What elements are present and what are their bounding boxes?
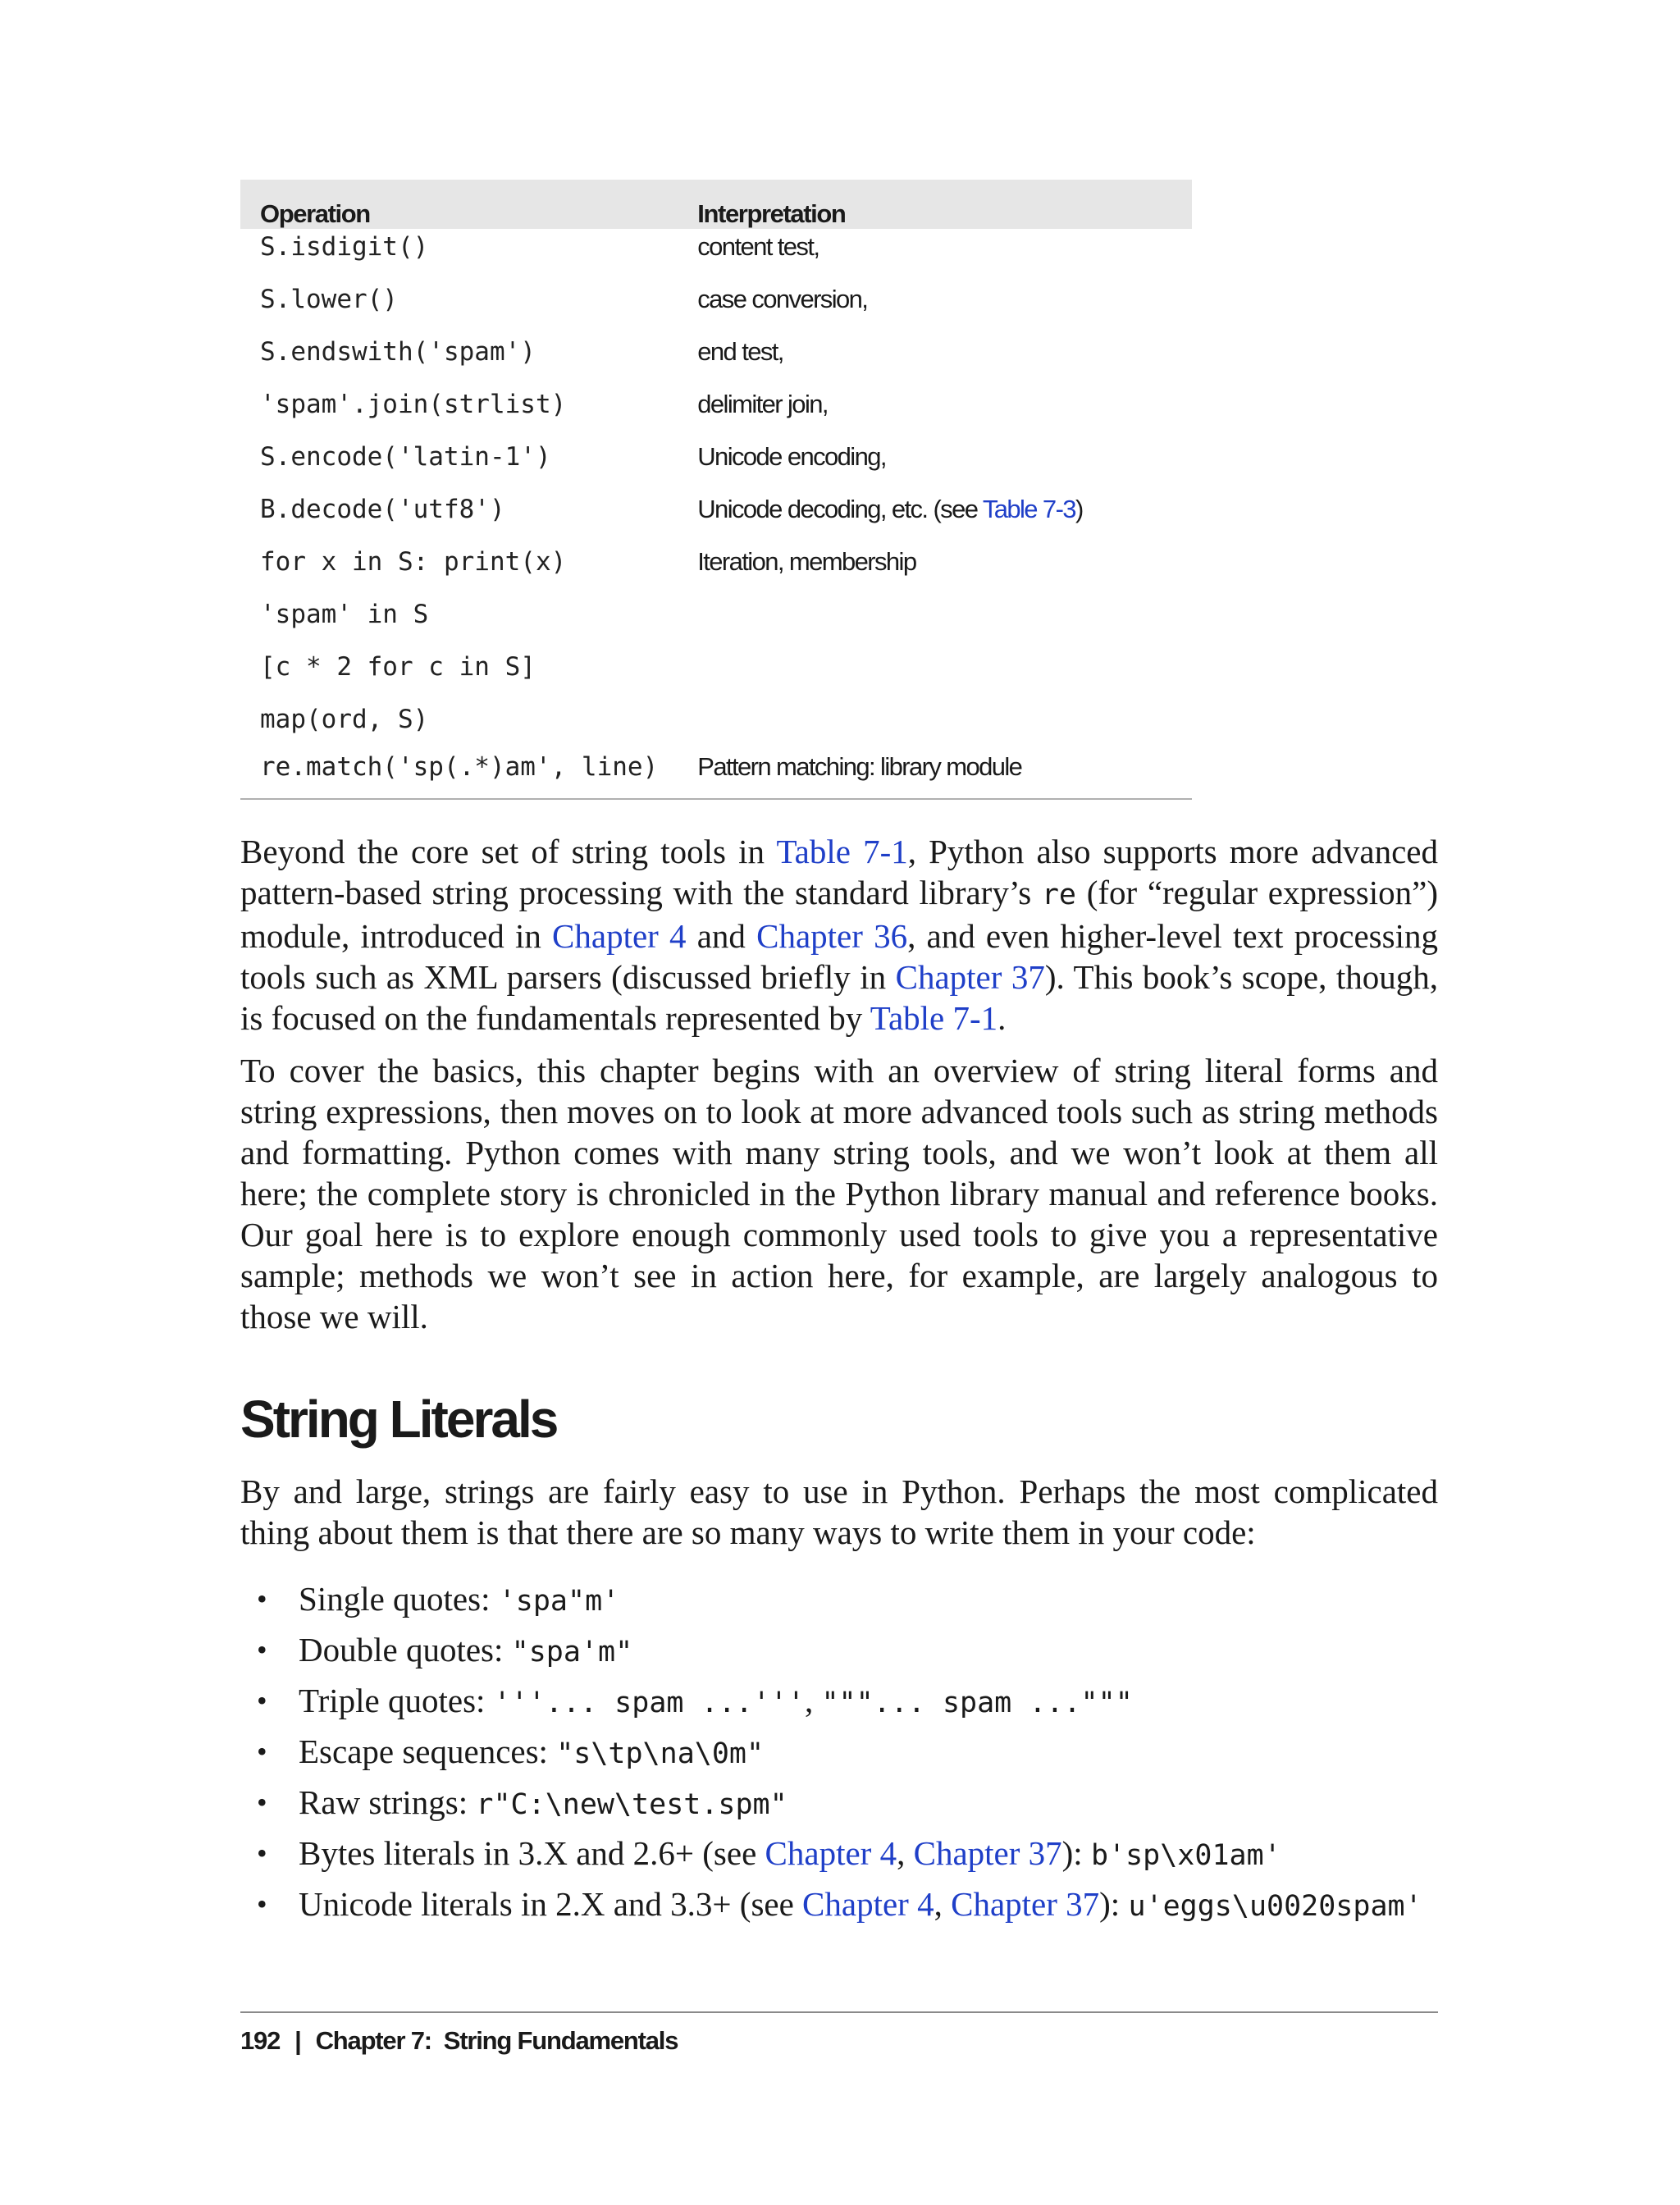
list-item-label: Single quotes: <box>299 1580 499 1618</box>
literal-code: '''... spam ...''' <box>493 1687 805 1719</box>
literal-code: u'eggs\u0020spam' <box>1128 1890 1422 1923</box>
literal-code: r"C:\new\test.spm" <box>476 1788 788 1821</box>
operation-cell: [c * 2 for c in S] <box>260 652 536 682</box>
header-operation: Operation <box>240 180 678 229</box>
table-row <box>240 641 1192 693</box>
list-item-separator: , <box>934 1885 952 1923</box>
operation-cell: S.encode('latin-1') <box>260 442 551 472</box>
bullet-icon: • <box>257 1888 267 1920</box>
footer-chapter-title: Chapter 7: String Fundamentals <box>315 2026 678 2055</box>
re-module-code: re <box>1041 879 1077 911</box>
bullet-icon: • <box>257 1837 267 1869</box>
interpretation-cell <box>678 693 1192 746</box>
chapter-37-link[interactable]: Chapter 37 <box>951 1885 1100 1923</box>
table-row <box>240 326 1192 378</box>
chapter-4-link[interactable]: Chapter 4 <box>765 1834 897 1872</box>
paragraph-text: , Python also supports more advanced pattern-based string processing with the standard library’s <box>240 833 1438 911</box>
interpretation-cell <box>678 641 1192 693</box>
list-item <box>240 1573 1422 1624</box>
list-item <box>240 1726 1422 1777</box>
literal-code: "s\tp\na\0m" <box>556 1737 765 1770</box>
bullet-icon: • <box>257 1633 267 1666</box>
interpretation-cell <box>678 483 1192 536</box>
chapter-37-link[interactable]: Chapter 37 <box>895 958 1045 996</box>
string-literal-forms-list <box>240 1573 1422 1929</box>
header-interpretation: Interpretation <box>678 180 1192 229</box>
interpretation-cell: Unicode encoding, <box>697 442 886 471</box>
list-item-label: Bytes literals in 3.X and 2.6+ (see <box>299 1834 765 1872</box>
interpretation-cell: case conversion, <box>697 285 868 313</box>
list-item-separator: , <box>897 1834 914 1872</box>
footer-separator: | <box>294 2026 301 2055</box>
list-item <box>240 1777 1422 1828</box>
chapter-4-link[interactable]: Chapter 4 <box>802 1885 934 1923</box>
section-heading: String Literals <box>240 1390 557 1449</box>
interpretation-cell: content test, <box>697 232 819 261</box>
paragraph-text: , and even higher-level text processing tools such as XML parsers (discussed briefly in <box>240 917 1438 996</box>
bullet-icon: • <box>257 1582 267 1615</box>
interpretation-text-end: ) <box>1075 495 1083 523</box>
paragraph-text: . <box>998 999 1007 1037</box>
literal-code: b'sp\x01am' <box>1090 1839 1281 1872</box>
list-item-label: Escape sequences: <box>299 1732 557 1770</box>
table-row <box>240 229 1192 273</box>
literal-code: 'spa"m' <box>498 1585 620 1618</box>
paragraph-chapter-overview: To cover the basics, this chapter begins with an overview of string literal forms and string expressions, then moves on to look at more advanced tools such as string methods and formatting. Python comes with many string tools, and we won’t look at them all here; the complete story is chronicled in the Python library manual and reference books. Our goal here is to explore enough commonly used tools to give you a representative sample; methods we won’t see in action here, for example, are largely analogous to those we will. <box>240 1052 1438 1335</box>
operation-cell: B.decode('utf8') <box>260 495 505 524</box>
interpretation-cell: delimiter join, <box>697 390 828 418</box>
table-7-1-link[interactable]: Table 7-1 <box>870 999 998 1037</box>
string-operations-table <box>240 180 1192 800</box>
list-item-label: Triple quotes: <box>299 1682 494 1719</box>
list-item <box>240 1879 1422 1929</box>
page-number: 192 <box>240 2026 281 2055</box>
page-footer <box>240 2025 678 2057</box>
table-row <box>240 746 1192 799</box>
bullet-icon: • <box>257 1684 267 1717</box>
list-item-label: Double quotes: <box>299 1631 512 1669</box>
chapter-37-link[interactable]: Chapter 37 <box>913 1834 1062 1872</box>
table-header-row <box>240 180 1192 229</box>
list-item-label: Unicode literals in 2.X and 3.3+ (see <box>299 1885 803 1923</box>
interpretation-text: Unicode decoding, etc. (see <box>697 495 983 523</box>
operation-cell: for x in S: print(x) <box>260 547 567 577</box>
operation-cell: 'spam'.join(strlist) <box>260 390 567 419</box>
literal-code: """... spam ...""" <box>821 1687 1133 1719</box>
list-item-text: ): <box>1061 1834 1091 1872</box>
list-item-text: ): <box>1099 1885 1129 1923</box>
interpretation-cell: end test, <box>697 337 783 366</box>
list-item-label: Raw strings: <box>299 1783 477 1821</box>
chapter-4-link[interactable]: Chapter 4 <box>552 917 687 955</box>
operation-cell: S.endswith('spam') <box>260 337 536 367</box>
interpretation-cell: Iteration, membership <box>697 547 916 576</box>
table-row <box>240 431 1192 483</box>
interpretation-cell: Pattern matching: library module <box>697 752 1022 781</box>
list-item <box>240 1624 1422 1675</box>
paragraph-text: Beyond the core set of string tools in <box>240 833 777 870</box>
list-item <box>240 1828 1422 1879</box>
paragraph-text: and <box>686 917 757 955</box>
operation-cell: map(ord, S) <box>260 705 429 734</box>
table-row <box>240 483 1192 536</box>
operation-cell: S.lower() <box>260 285 398 314</box>
table-row <box>240 378 1192 431</box>
table-row <box>240 588 1192 641</box>
table-row <box>240 693 1192 746</box>
paragraph-text: ). This book’s scope, though, is focused on the fundamentals represented by <box>240 958 1438 1037</box>
operation-cell: re.match('sp(.*)am', line) <box>260 752 659 782</box>
paragraph-string-intro: By and large, strings are fairly easy to use in Python. Perhaps the most complicated thing about them is that there are so many ways to write them in your code: <box>240 1472 1438 1551</box>
table-row <box>240 536 1192 588</box>
list-item <box>240 1675 1422 1726</box>
table-7-3-link[interactable]: Table 7-3 <box>982 495 1075 523</box>
table-row <box>240 273 1192 326</box>
operation-cell: S.isdigit() <box>260 232 429 262</box>
table-7-1-link[interactable]: Table 7-1 <box>776 833 908 870</box>
bullet-icon: • <box>257 1786 267 1819</box>
footer-divider <box>240 2011 1438 2013</box>
chapter-36-link[interactable]: Chapter 36 <box>756 917 908 955</box>
literal-code: "spa'm" <box>511 1636 633 1669</box>
bullet-icon: • <box>257 1735 267 1768</box>
list-item-separator: , <box>804 1682 822 1719</box>
paragraph-advanced-tools <box>240 831 1438 1039</box>
operation-cell: 'spam' in S <box>260 600 429 629</box>
interpretation-cell <box>678 588 1192 641</box>
paragraph-text: (for “regular expression”) module, introduced in <box>240 874 1439 955</box>
